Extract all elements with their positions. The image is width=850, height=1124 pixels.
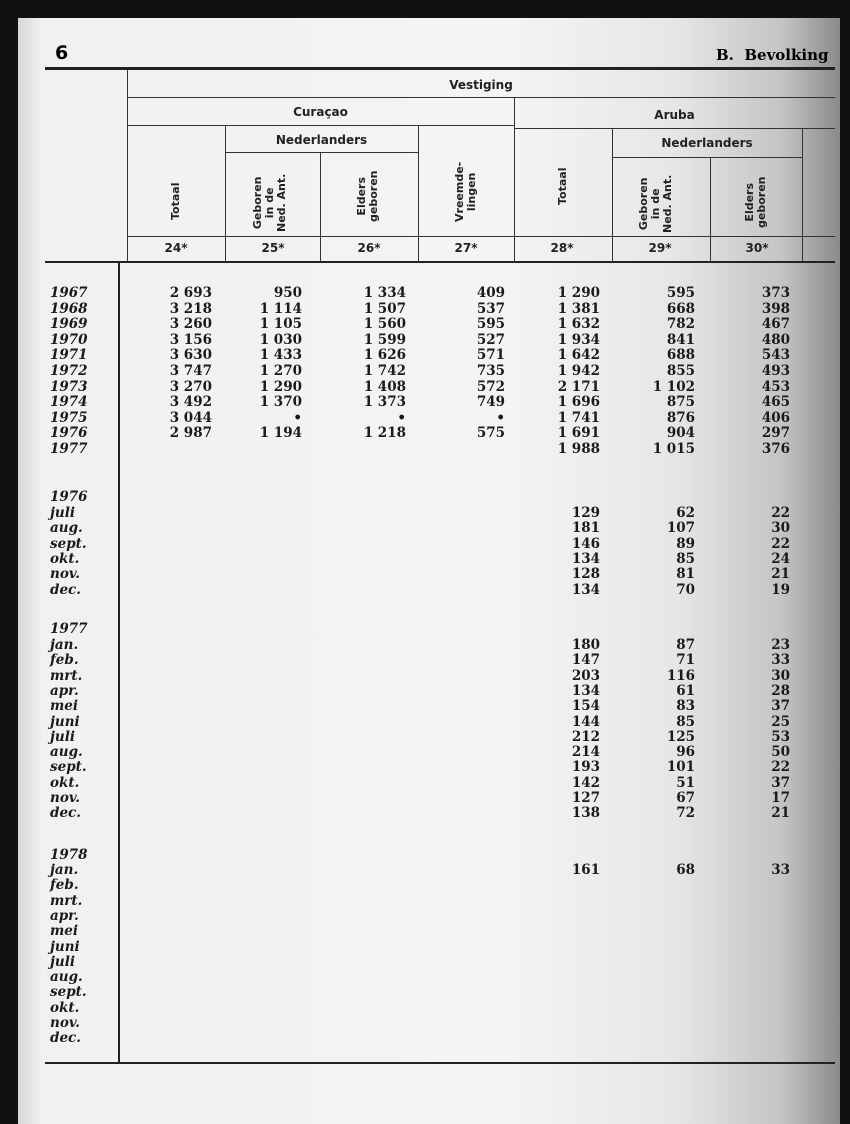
cell-value: 453: [761, 378, 790, 395]
row-label: nov.: [50, 790, 81, 806]
cell-value: 37: [771, 698, 790, 715]
rule: [514, 128, 835, 129]
cell-value: 1 642: [557, 347, 600, 364]
cell-value: 904: [666, 425, 695, 442]
cell-value: 33: [771, 862, 790, 878]
cell-value: 571: [476, 347, 505, 364]
rule: [418, 125, 419, 263]
cell-value: 193: [571, 759, 600, 776]
cell-value: 180: [571, 637, 600, 653]
cell-value: 21: [771, 566, 790, 583]
cell-value: 96: [676, 744, 695, 761]
row-label: feb.: [50, 652, 79, 669]
section-year: 1977: [50, 621, 88, 637]
rule: [127, 125, 514, 126]
page-number: 6: [55, 42, 69, 64]
cell-value: 22: [771, 759, 790, 776]
row-label: 1968: [50, 300, 88, 317]
cell-value: 527: [476, 331, 505, 348]
cell-value: •: [397, 409, 406, 426]
cell-value: 125: [666, 728, 695, 745]
rule: [710, 157, 711, 263]
cell-value: 87: [676, 637, 695, 653]
cell-value: 1 114: [259, 300, 302, 317]
header-geboren-curacao: Geboren in de Ned. Ant.: [251, 173, 288, 232]
cell-value: 1 270: [259, 363, 302, 379]
rule: [127, 97, 835, 98]
cell-value: 668: [666, 300, 695, 317]
cell-value: 1 599: [363, 331, 406, 348]
cell-value: 3 270: [169, 378, 212, 395]
row-label: aug.: [50, 969, 83, 986]
cell-value: 1 560: [363, 316, 406, 333]
cell-value: 1 934: [557, 331, 600, 348]
cell-value: 376: [761, 441, 790, 457]
row-label: 1967: [50, 285, 88, 301]
row-label: 1977: [50, 441, 88, 457]
row-label: juli: [50, 728, 75, 745]
row-label: juni: [50, 938, 80, 955]
cell-value: 116: [666, 667, 695, 684]
cell-value: 85: [676, 550, 695, 567]
row-label: mrt.: [50, 667, 83, 684]
cell-value: 1 105: [259, 316, 302, 333]
cell-value: 782: [666, 316, 695, 333]
cell-value: 1 942: [557, 363, 600, 379]
row-label: feb.: [50, 877, 79, 894]
header-totaal-curacao: Totaal: [169, 182, 182, 220]
cell-value: 154: [571, 698, 600, 715]
row-label: dec.: [50, 1030, 81, 1047]
cell-value: 28: [771, 682, 790, 699]
cell-value: 398: [761, 300, 790, 317]
cell-value: 1 290: [259, 378, 302, 395]
cell-value: 1 626: [363, 347, 406, 364]
cell-value: 68: [676, 862, 695, 878]
cell-value: 595: [476, 316, 505, 333]
cell-value: 3 260: [169, 316, 212, 333]
row-label: juni: [50, 713, 80, 730]
cell-value: 841: [666, 331, 695, 348]
col-number: 28*: [550, 241, 574, 255]
header-nederlanders-curacao: Nederlanders: [275, 133, 368, 147]
cell-value: 67: [676, 790, 695, 806]
cell-value: 688: [666, 347, 695, 364]
cell-value: 1 691: [557, 425, 600, 442]
row-label: dec.: [50, 581, 81, 598]
cell-value: 72: [676, 805, 695, 822]
header-curacao: Curaçao: [293, 105, 348, 119]
cell-value: 21: [771, 805, 790, 822]
cell-value: 1 632: [557, 316, 600, 333]
cell-value: 1 741: [557, 409, 600, 426]
cell-value: 493: [761, 363, 790, 379]
cell-value: 855: [666, 363, 695, 379]
cell-value: 572: [476, 378, 505, 395]
cell-value: 53: [771, 728, 790, 745]
col-number: 30*: [745, 241, 769, 255]
cell-value: 203: [571, 667, 600, 684]
row-label: mrt.: [50, 892, 83, 909]
cell-value: 875: [666, 394, 695, 411]
cell-value: 138: [571, 805, 600, 822]
cell-value: 467: [761, 316, 790, 333]
cell-value: 128: [571, 566, 600, 583]
cell-value: 3 747: [169, 363, 212, 379]
cell-value: 2 693: [169, 285, 212, 301]
cell-value: 62: [676, 505, 695, 521]
cell-value: 3 218: [169, 300, 212, 317]
cell-value: 161: [571, 862, 600, 878]
cell-value: 465: [761, 394, 790, 411]
cell-value: 595: [666, 285, 695, 301]
row-label: 1971: [50, 347, 88, 364]
cell-value: 181: [571, 520, 600, 537]
cell-value: 876: [666, 409, 695, 426]
cell-value: 61: [676, 682, 695, 699]
row-label: 1976: [50, 425, 88, 442]
cell-value: 1 194: [259, 425, 302, 442]
cell-value: 543: [761, 347, 790, 364]
cell-value: 101: [666, 759, 695, 776]
cell-value: 1 988: [557, 441, 600, 457]
cell-value: 51: [676, 774, 695, 791]
row-label: sept.: [50, 984, 87, 1001]
cell-value: 81: [676, 566, 695, 583]
cell-value: 950: [273, 285, 302, 301]
cell-value: 17: [771, 790, 790, 806]
row-label: okt.: [50, 774, 80, 791]
col-number: 27*: [454, 241, 478, 255]
section-year: 1976: [50, 489, 88, 505]
cell-value: 1 696: [557, 394, 600, 411]
cell-value: 1 373: [363, 394, 406, 411]
cell-value: 1 030: [259, 331, 302, 348]
header-nederlanders-aruba: Nederlanders: [661, 136, 753, 150]
cell-value: 134: [571, 581, 600, 598]
cell-value: 85: [676, 713, 695, 730]
header-divider: [127, 70, 128, 263]
rule: [127, 236, 835, 237]
cell-value: 129: [571, 505, 600, 521]
cell-value: •: [293, 409, 302, 426]
cell-value: 89: [676, 535, 695, 552]
cell-value: 1 218: [363, 425, 406, 442]
rule: [45, 261, 835, 263]
cell-value: 127: [571, 790, 600, 806]
cell-value: 142: [571, 774, 600, 791]
cell-value: 409: [476, 285, 505, 301]
rule: [612, 157, 802, 158]
cell-value: 735: [476, 363, 505, 379]
running-head: B. Bevolking: [716, 46, 829, 64]
cell-value: 406: [761, 409, 790, 426]
row-label: aug.: [50, 520, 83, 537]
cell-value: 50: [771, 744, 790, 761]
row-label: apr.: [50, 907, 79, 924]
cell-value: 1 015: [652, 441, 695, 457]
row-label: apr.: [50, 682, 79, 699]
row-label: nov.: [50, 566, 81, 583]
cell-value: 1 408: [363, 378, 406, 395]
cell-value: 3 044: [169, 409, 212, 426]
cell-value: 1 102: [652, 378, 695, 395]
cell-value: 2 171: [557, 378, 600, 395]
bottom-rule: [45, 1062, 835, 1064]
row-label: 1973: [50, 378, 88, 395]
cell-value: 1 290: [557, 285, 600, 301]
row-label: 1972: [50, 363, 88, 379]
rule: [320, 152, 321, 263]
row-label: aug.: [50, 744, 83, 761]
cell-value: 71: [676, 652, 695, 669]
cell-value: 134: [571, 682, 600, 699]
row-label: juli: [50, 953, 75, 970]
cell-value: 1 334: [363, 285, 406, 301]
row-label: okt.: [50, 999, 80, 1016]
header-elders-aruba: Elders geboren: [743, 176, 768, 228]
top-rule: [45, 67, 835, 70]
cell-value: 212: [571, 728, 600, 745]
header-elders-curacao: Elders geboren: [355, 170, 380, 222]
cell-value: 147: [571, 652, 600, 669]
cell-value: 1 381: [557, 300, 600, 317]
row-label: dec.: [50, 805, 81, 822]
rule: [802, 128, 803, 263]
row-label: juli: [50, 505, 75, 521]
row-label: jan.: [50, 637, 79, 653]
header-vestiging: Vestiging: [449, 78, 513, 92]
cell-value: •: [496, 409, 505, 426]
cell-value: 373: [761, 285, 790, 301]
cell-value: 1 742: [363, 363, 406, 379]
col-number: 26*: [357, 241, 381, 255]
cell-value: 1 507: [363, 300, 406, 317]
cell-value: 749: [476, 394, 505, 411]
cell-value: 480: [761, 331, 790, 348]
cell-value: 537: [476, 300, 505, 317]
cell-value: 2 987: [169, 425, 212, 442]
cell-value: 1 433: [259, 347, 302, 364]
col-number: 25*: [261, 241, 285, 255]
cell-value: 3 630: [169, 347, 212, 364]
cell-value: 144: [571, 713, 600, 730]
cell-value: 23: [771, 637, 790, 653]
cell-value: 25: [771, 713, 790, 730]
cell-value: 30: [771, 520, 790, 537]
cell-value: 37: [771, 774, 790, 791]
cell-value: 33: [771, 652, 790, 669]
row-label: okt.: [50, 550, 80, 567]
cell-value: 107: [666, 520, 695, 537]
cell-value: 146: [571, 535, 600, 552]
cell-value: 3 492: [169, 394, 212, 411]
row-label: 1974: [50, 394, 88, 411]
cell-value: 1 370: [259, 394, 302, 411]
cell-value: 214: [571, 744, 600, 761]
cell-value: 83: [676, 698, 695, 715]
stub-divider: [118, 263, 120, 1063]
row-label: mei: [50, 698, 79, 715]
row-label: nov.: [50, 1015, 81, 1031]
header-totaal-aruba: Totaal: [556, 167, 569, 205]
col-number: 24*: [164, 241, 188, 255]
row-label: mei: [50, 923, 79, 940]
col-number: 29*: [648, 241, 672, 255]
cell-value: 22: [771, 535, 790, 552]
cell-value: 575: [476, 425, 505, 442]
header-aruba: Aruba: [654, 108, 695, 122]
row-label: jan.: [50, 862, 79, 878]
cell-value: 70: [676, 581, 695, 598]
cell-value: 297: [761, 425, 790, 442]
row-label: sept.: [50, 759, 87, 776]
row-label: sept.: [50, 535, 87, 552]
row-label: 1969: [50, 316, 88, 333]
row-label: 1970: [50, 331, 88, 348]
cell-value: 134: [571, 550, 600, 567]
header-geboren-aruba: Geboren in de Ned. Ant.: [637, 174, 674, 233]
cell-value: 19: [771, 581, 790, 598]
cell-value: 24: [771, 550, 790, 567]
cell-value: 22: [771, 505, 790, 521]
cell-value: 30: [771, 667, 790, 684]
section-year: 1978: [50, 847, 88, 863]
cell-value: 3 156: [169, 331, 212, 348]
row-label: 1975: [50, 409, 88, 426]
header-vreemdelingen-curacao: Vreemde- lingen: [453, 161, 478, 222]
rule: [225, 152, 418, 153]
